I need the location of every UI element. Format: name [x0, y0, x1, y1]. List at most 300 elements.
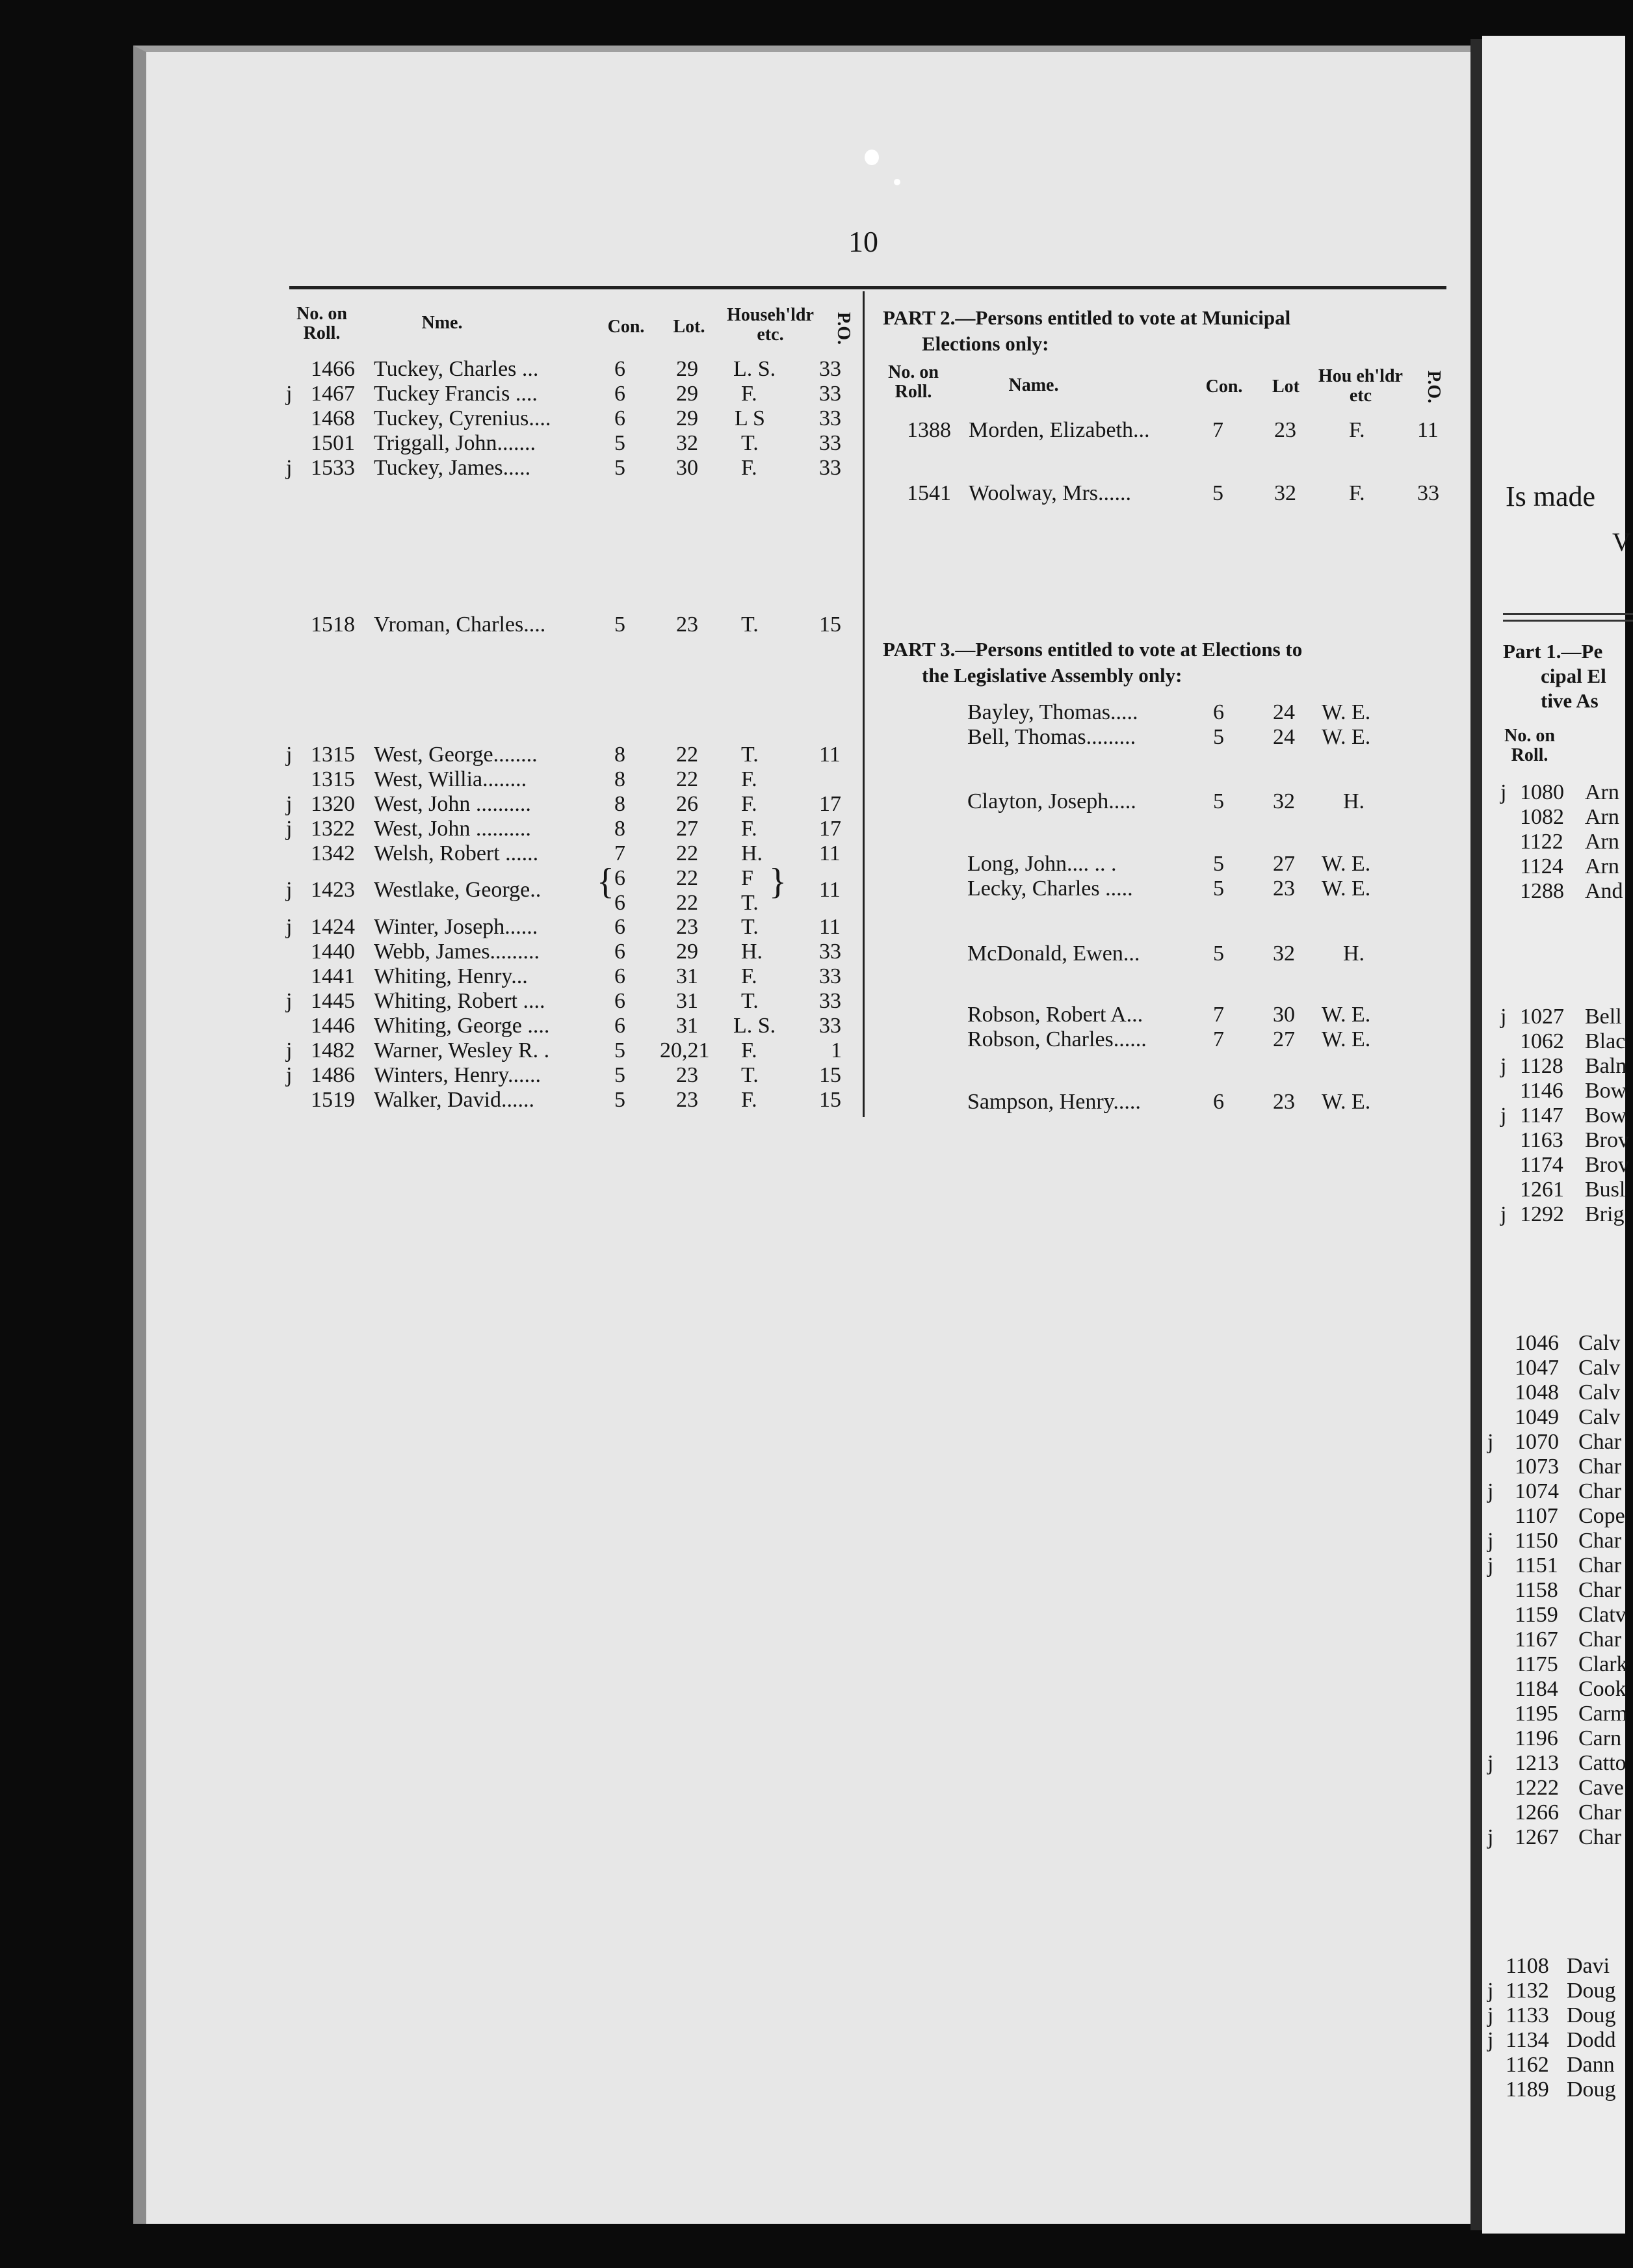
- row-household: W. E.: [1322, 1027, 1371, 1051]
- table-row: [967, 725, 1422, 750]
- page-gutter: [1470, 39, 1483, 2230]
- row-j-marker: j: [1500, 1202, 1507, 1226]
- page-number: 10: [848, 225, 878, 258]
- row-name: Whiting, Henry...: [374, 964, 528, 988]
- row-con: 5: [614, 1038, 625, 1062]
- part2-header-po: P.O.: [1424, 370, 1444, 404]
- row-con: 7: [1213, 1027, 1224, 1051]
- table-row: [286, 964, 858, 989]
- row-household: T.: [741, 1063, 759, 1087]
- row-j-marker: j: [286, 817, 293, 841]
- table-row: [286, 431, 858, 456]
- table-row: [286, 1063, 858, 1088]
- row-con: 6: [614, 940, 625, 964]
- row-household: H.: [1343, 942, 1365, 966]
- table-row: [286, 989, 858, 1014]
- row-lot: 23: [676, 915, 698, 939]
- row-name: McDonald, Ewen...: [967, 942, 1140, 966]
- row-roll-number: 1150: [1515, 1529, 1558, 1553]
- row-roll-number: 1468: [311, 406, 355, 430]
- row-name: Char: [1578, 1800, 1622, 1825]
- adjacent-part-heading-line3: tive As: [1541, 689, 1599, 712]
- row-household: T.: [741, 431, 759, 455]
- row-lot: 23: [1274, 418, 1296, 442]
- row-roll-number: 1424: [311, 915, 355, 939]
- row-lot: 22: [676, 891, 698, 915]
- row-con: 5: [1212, 481, 1223, 505]
- row-name: Char: [1578, 1628, 1622, 1652]
- row-lot: 22: [676, 841, 698, 865]
- row-name: Welsh, Robert ......: [374, 841, 539, 865]
- row-name: Triggall, John.......: [374, 431, 536, 455]
- row-name: And: [1585, 879, 1623, 903]
- row-name: Cook: [1578, 1677, 1626, 1701]
- row-lot: 23: [676, 613, 698, 637]
- row-household: L. S.: [733, 357, 776, 381]
- adjacent-header-no-on-roll: No. on Roll.: [1504, 726, 1555, 765]
- row-roll-number: 1062: [1520, 1029, 1564, 1053]
- row-name: Bell, Thomas.........: [967, 725, 1136, 749]
- table-row: [286, 767, 858, 792]
- row-po: 15: [819, 1063, 841, 1087]
- row-name: Arn: [1585, 854, 1619, 878]
- header-po: P.O.: [833, 311, 854, 345]
- row-con: 8: [614, 767, 625, 791]
- row-roll-number: 1518: [311, 613, 355, 637]
- row-name: Whiting, Robert ....: [374, 989, 545, 1013]
- row-name: Clatv: [1578, 1603, 1626, 1627]
- row-roll-number: 1133: [1506, 2003, 1549, 2027]
- row-roll-number: 1195: [1515, 1702, 1558, 1726]
- table-row: [286, 743, 858, 767]
- row-name: Brig: [1585, 1202, 1625, 1226]
- row-con: 6: [614, 964, 625, 988]
- adjacent-page-content: [1482, 36, 1631, 2234]
- row-con: 5: [614, 1088, 625, 1112]
- row-roll-number: 1292: [1520, 1202, 1564, 1226]
- row-name: Blac: [1585, 1029, 1626, 1053]
- row-household: W. E.: [1322, 725, 1371, 749]
- row-lot: 23: [676, 1088, 698, 1112]
- row-j-marker: j: [1487, 2003, 1494, 2027]
- row-household: F.: [741, 792, 757, 816]
- row-roll-number: 1107: [1515, 1504, 1558, 1528]
- row-household: F.: [741, 456, 757, 480]
- row-roll-number: 1315: [311, 767, 355, 791]
- row-con: 5: [614, 1063, 625, 1087]
- adjacent-made-text: Is made: [1506, 481, 1596, 512]
- row-lot: 20,21: [660, 1038, 710, 1062]
- row-lot: 23: [676, 1063, 698, 1087]
- row-roll-number: 1162: [1506, 2053, 1549, 2077]
- row-j-marker: j: [286, 878, 293, 902]
- row-roll-number: 1158: [1515, 1578, 1558, 1602]
- column-rule: [863, 291, 865, 1117]
- row-name: Westlake, George..: [374, 878, 542, 902]
- row-j-marker: j: [1487, 1529, 1494, 1553]
- row-name: Char: [1578, 1825, 1622, 1849]
- row-lot: 31: [676, 989, 698, 1013]
- row-j-marker: j: [1500, 1054, 1507, 1078]
- row-po: 33: [1417, 481, 1439, 505]
- row-roll-number: 1122: [1520, 830, 1563, 854]
- adjacent-part-heading-line2: cipal El: [1541, 665, 1606, 687]
- row-j-marker: j: [286, 1038, 293, 1062]
- row-j-marker: j: [1500, 780, 1507, 804]
- row-household: H.: [741, 841, 763, 865]
- row-roll-number: 1261: [1520, 1178, 1564, 1202]
- row-roll-number: 1213: [1515, 1751, 1559, 1775]
- row-lot: 30: [1273, 1003, 1295, 1027]
- row-po: 17: [819, 817, 841, 841]
- row-name: Winters, Henry......: [374, 1063, 542, 1087]
- table-row: [967, 789, 1422, 814]
- row-j-marker: j: [1487, 1553, 1494, 1577]
- row-name: Clark: [1578, 1652, 1628, 1676]
- row-po: 11: [819, 841, 841, 865]
- table-row: [286, 940, 858, 964]
- row-name: Carn: [1578, 1726, 1622, 1750]
- row-con: 5: [1213, 942, 1224, 966]
- row-household: F.: [741, 767, 757, 791]
- row-con: 7: [1213, 1003, 1224, 1027]
- row-lot: 22: [676, 767, 698, 791]
- row-roll-number: 1482: [311, 1038, 355, 1062]
- adjacent-rule: [1503, 613, 1633, 615]
- row-name: Char: [1578, 1430, 1622, 1454]
- row-j-marker: j: [286, 456, 293, 480]
- row-name: Calv: [1578, 1356, 1621, 1380]
- row-roll-number: 1027: [1520, 1005, 1564, 1029]
- part2-header-householder: Hou eh'ldr etc: [1318, 366, 1403, 406]
- row-name: Arn: [1585, 805, 1619, 829]
- row-j-marker: j: [286, 989, 293, 1013]
- row-po: 33: [819, 357, 841, 381]
- row-lot: 22: [676, 866, 698, 890]
- row-name: West, George........: [374, 743, 538, 767]
- row-j-marker: j: [1487, 1825, 1494, 1849]
- row-po: 15: [819, 613, 841, 637]
- row-j-marker: j: [286, 1063, 293, 1087]
- row-roll-number: 1163: [1520, 1128, 1563, 1152]
- part2-header-con: Con.: [1205, 376, 1243, 397]
- row-name: Tuckey, Charles ...: [374, 357, 539, 381]
- row-name: Winter, Joseph......: [374, 915, 538, 939]
- row-name: Calv: [1578, 1331, 1621, 1355]
- table-row: [967, 1090, 1422, 1114]
- row-household: F.: [741, 964, 757, 988]
- adjacent-v-text: V: [1612, 527, 1631, 557]
- row-lot: 32: [676, 431, 698, 455]
- row-name: Tuckey, Cyrenius....: [374, 406, 551, 430]
- row-con: 6: [1213, 700, 1224, 724]
- table-row: [967, 1027, 1422, 1052]
- table-row: [286, 613, 858, 637]
- row-roll-number: 1322: [311, 817, 355, 841]
- part2-heading-line1: PART 2.—Persons entitled to vote at Municipal: [883, 306, 1291, 329]
- adjacent-part-heading-line1: Part 1.—Pe: [1503, 640, 1603, 663]
- row-name: Carm: [1578, 1702, 1628, 1726]
- row-j-marker: j: [1487, 1479, 1494, 1503]
- row-name: West, John ..........: [374, 792, 531, 816]
- table-row: [286, 382, 858, 406]
- row-household: L S: [735, 406, 765, 430]
- row-household: F.: [1349, 481, 1365, 505]
- row-household: F.: [741, 1038, 757, 1062]
- row-household: T.: [741, 989, 759, 1013]
- row-household: T.: [741, 915, 759, 939]
- row-household: T.: [741, 613, 759, 637]
- row-name: Vroman, Charles....: [374, 613, 546, 637]
- table-row: [286, 357, 858, 382]
- row-con: 6: [614, 382, 625, 406]
- row-lot: 22: [676, 743, 698, 767]
- row-roll-number: 1070: [1515, 1430, 1559, 1454]
- row-con: 8: [614, 817, 625, 841]
- row-lot: 27: [1273, 852, 1295, 876]
- row-po: 17: [819, 792, 841, 816]
- row-roll-number: 1342: [311, 841, 355, 865]
- row-name: Calv: [1578, 1380, 1621, 1404]
- row-po: 33: [819, 940, 841, 964]
- scan-speck: [894, 179, 900, 185]
- table-row: [286, 817, 858, 841]
- row-po: 33: [819, 406, 841, 430]
- row-name: Bell: [1585, 1005, 1622, 1029]
- row-con: 5: [1213, 852, 1224, 876]
- row-name: Robson, Charles......: [967, 1027, 1147, 1051]
- row-lot: 32: [1273, 942, 1295, 966]
- row-household: W. E.: [1322, 877, 1371, 901]
- row-roll-number: 1082: [1520, 805, 1564, 829]
- row-household: F: [741, 866, 753, 890]
- row-con: 7: [614, 841, 625, 865]
- row-po: 15: [819, 1088, 841, 1112]
- table-row: [967, 1003, 1422, 1027]
- row-name: Doug: [1567, 2003, 1616, 2027]
- row-j-marker: j: [1487, 2028, 1494, 2052]
- row-name: Brov: [1585, 1128, 1629, 1152]
- row-household: W. E.: [1322, 1003, 1371, 1027]
- table-row: [967, 942, 1422, 966]
- table-row: [286, 456, 858, 481]
- row-name: Cope: [1578, 1504, 1625, 1528]
- row-name: Calv: [1578, 1405, 1621, 1429]
- row-con: 5: [614, 431, 625, 455]
- row-j-marker: j: [1500, 1103, 1507, 1127]
- header-con: Con.: [607, 317, 645, 337]
- row-j-marker: j: [286, 915, 293, 939]
- row-name: Catto: [1578, 1751, 1626, 1775]
- row-roll-number: 1445: [311, 989, 355, 1013]
- table-row: [907, 481, 1453, 506]
- row-lot: 24: [1273, 700, 1295, 724]
- row-name: Dodd: [1567, 2028, 1616, 2052]
- row-roll-number: 1467: [311, 382, 355, 406]
- row-po: 33: [819, 1014, 841, 1038]
- row-roll-number: 1048: [1515, 1380, 1559, 1404]
- row-name: West, John ..........: [374, 817, 531, 841]
- row-household: H.: [741, 940, 763, 964]
- table-row: [286, 1014, 858, 1038]
- row-roll-number: 1267: [1515, 1825, 1559, 1849]
- row-name: West, Willia........: [374, 767, 527, 791]
- row-household: W. E.: [1322, 1090, 1371, 1114]
- row-lot: 29: [676, 406, 698, 430]
- row-con: 5: [1213, 789, 1224, 813]
- row-name: Webb, James.........: [374, 940, 540, 964]
- row-lot: 23: [1273, 877, 1295, 901]
- row-roll-number: 1159: [1515, 1603, 1558, 1627]
- row-roll-number: 1074: [1515, 1479, 1559, 1503]
- row-con: 5: [614, 456, 625, 480]
- row-po: 11: [819, 878, 841, 902]
- table-row: [907, 418, 1453, 443]
- row-lot: 32: [1274, 481, 1296, 505]
- row-con: 5: [1213, 725, 1224, 749]
- row-con: 6: [614, 406, 625, 430]
- header-lot: Lot.: [673, 317, 705, 337]
- header-no-on-roll: No. on Roll.: [296, 304, 347, 343]
- row-roll-number: 1175: [1515, 1652, 1558, 1676]
- row-name: Char: [1578, 1578, 1622, 1602]
- table-row: [286, 1088, 858, 1113]
- row-name: Dann: [1567, 2053, 1615, 2077]
- row-roll-number: 1466: [311, 357, 355, 381]
- row-po: 11: [819, 915, 841, 939]
- part2-heading-line2: Elections only:: [922, 332, 1049, 355]
- row-name: Sampson, Henry.....: [967, 1090, 1141, 1114]
- part2-header-lot: Lot: [1272, 376, 1300, 397]
- row-roll-number: 1486: [311, 1063, 355, 1087]
- row-roll-number: 1128: [1520, 1054, 1563, 1078]
- row-roll-number: 1501: [311, 431, 355, 455]
- row-roll-number: 1288: [1520, 879, 1564, 903]
- row-po: 33: [819, 964, 841, 988]
- row-name: Arn: [1585, 780, 1619, 804]
- row-name: Tuckey, James.....: [374, 456, 531, 480]
- row-roll-number: 1440: [311, 940, 355, 964]
- part2-header-name: Name.: [1008, 375, 1059, 395]
- row-roll-number: 1174: [1520, 1153, 1563, 1177]
- row-roll-number: 1222: [1515, 1776, 1559, 1800]
- row-name: Long, John.... .. .: [967, 852, 1117, 876]
- table-row: [967, 852, 1422, 877]
- scan-speck: [865, 150, 879, 165]
- row-household: T.: [741, 891, 759, 915]
- part3-heading-line1: PART 3.—Persons entitled to vote at Elections to: [883, 638, 1303, 661]
- row-name: Morden, Elizabeth...: [969, 418, 1150, 442]
- row-j-marker: j: [1500, 1005, 1507, 1029]
- left-brace: {: [597, 862, 614, 902]
- row-name: Cave: [1578, 1776, 1624, 1800]
- row-roll-number: 1423: [311, 878, 355, 902]
- row-name: Arn: [1585, 830, 1619, 854]
- row-roll-number: 1151: [1515, 1553, 1558, 1577]
- row-lot: 27: [1273, 1027, 1295, 1051]
- row-con: 6: [614, 891, 625, 915]
- row-con: 5: [614, 613, 625, 637]
- row-j-marker: j: [286, 382, 293, 406]
- row-lot: 32: [1273, 789, 1295, 813]
- row-lot: 29: [676, 940, 698, 964]
- row-household: H.: [1343, 789, 1365, 813]
- row-po: 11: [819, 743, 841, 767]
- row-con: 8: [614, 792, 625, 816]
- row-lot: 31: [676, 964, 698, 988]
- row-roll-number: 1533: [311, 456, 355, 480]
- row-household: F.: [741, 382, 757, 406]
- row-po: 33: [819, 989, 841, 1013]
- row-con: 8: [614, 743, 625, 767]
- row-name: Doug: [1567, 2077, 1616, 2102]
- top-rule: [289, 286, 1446, 289]
- row-con: 6: [614, 866, 625, 890]
- row-con: 6: [614, 915, 625, 939]
- row-j-marker: j: [286, 792, 293, 816]
- row-roll-number: 1446: [311, 1014, 355, 1038]
- adjacent-rule-2: [1503, 620, 1633, 622]
- row-name: Walker, David......: [374, 1088, 535, 1112]
- row-con: 6: [1213, 1090, 1224, 1114]
- row-con: 6: [614, 1014, 625, 1038]
- row-lot: 23: [1273, 1090, 1295, 1114]
- row-name: Busl: [1585, 1178, 1626, 1202]
- row-roll-number: 1132: [1506, 1979, 1549, 2003]
- row-roll-number: 1320: [311, 792, 355, 816]
- table-row: [286, 406, 858, 431]
- row-name: Robson, Robert A...: [967, 1003, 1143, 1027]
- row-name: Char: [1578, 1529, 1622, 1553]
- row-household: F.: [741, 1088, 757, 1112]
- row-household: F.: [1349, 418, 1365, 442]
- row-name: Bow: [1585, 1103, 1627, 1127]
- row-con: 5: [1213, 877, 1224, 901]
- table-row: [286, 915, 858, 940]
- row-roll-number: 1541: [907, 481, 951, 505]
- header-householder: Househ'ldr etc.: [727, 305, 814, 345]
- row-lot: 26: [676, 792, 698, 816]
- row-name: Char: [1578, 1455, 1622, 1479]
- row-roll-number: 1266: [1515, 1800, 1559, 1825]
- row-lot: 27: [676, 817, 698, 841]
- row-roll-number: 1146: [1520, 1079, 1563, 1103]
- row-name: Brov: [1585, 1153, 1629, 1177]
- table-row: [967, 877, 1422, 901]
- row-roll-number: 1124: [1520, 854, 1563, 878]
- row-roll-number: 1080: [1520, 780, 1564, 804]
- row-name: Whiting, George ....: [374, 1014, 550, 1038]
- table-row: [286, 1038, 858, 1063]
- row-name: Davi: [1567, 1954, 1610, 1978]
- row-name: Woolway, Mrs......: [969, 481, 1132, 505]
- row-roll-number: 1315: [311, 743, 355, 767]
- part3-heading-line2: the Legislative Assembly only:: [922, 664, 1182, 687]
- row-con: 6: [614, 357, 625, 381]
- row-po: 33: [819, 382, 841, 406]
- row-po: 33: [819, 431, 841, 455]
- row-name: Clayton, Joseph.....: [967, 789, 1136, 813]
- row-name: Bayley, Thomas.....: [967, 700, 1138, 724]
- row-roll-number: 1046: [1515, 1331, 1559, 1355]
- table-row: [967, 700, 1422, 725]
- row-j-marker: j: [1487, 1979, 1494, 2003]
- row-roll-number: 1073: [1515, 1455, 1559, 1479]
- row-name: Char: [1578, 1553, 1622, 1577]
- row-j-marker: j: [1487, 1430, 1494, 1454]
- row-name: Tuckey Francis ....: [374, 382, 538, 406]
- row-roll-number: 1047: [1515, 1356, 1559, 1380]
